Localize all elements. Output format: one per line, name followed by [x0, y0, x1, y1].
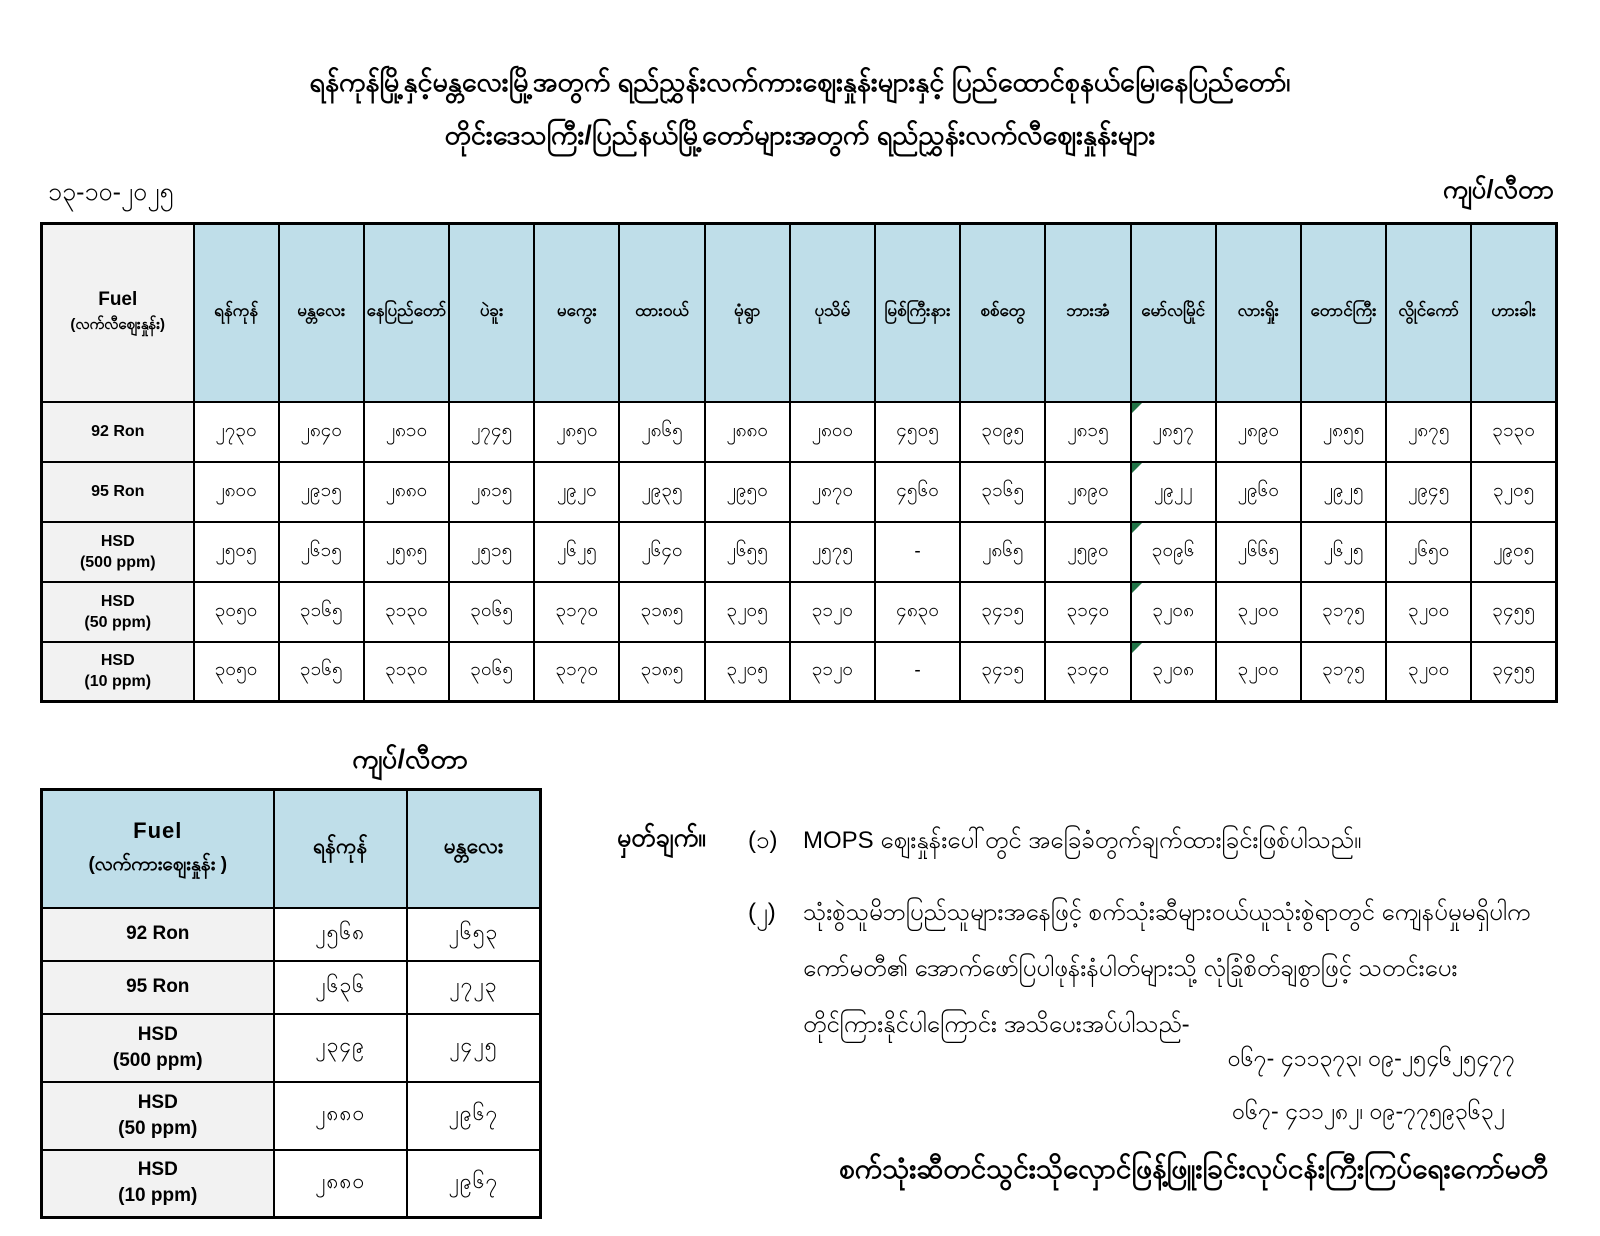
- price-cell: ၃၂၀၀: [1216, 582, 1301, 642]
- report-date: ၁၃-၁၀-၂၀၂၅: [48, 178, 174, 206]
- price-cell: ၂၈၁၀: [364, 402, 449, 462]
- price-cell: ၂၈၅၀: [534, 402, 619, 462]
- price-cell: ၂၈၁၅: [449, 462, 534, 522]
- price-cell: ၂၈၆၅: [960, 522, 1045, 582]
- price-cell: -: [875, 522, 960, 582]
- fuel-row-label: 92 Ron: [42, 908, 274, 961]
- table-row: [42, 961, 541, 1014]
- city-header-1: ရန်ကုန်: [274, 790, 408, 908]
- title-line-2: တိုင်းဒေသကြီး/ပြည်နယ်မြို့တော်များအတွက် ရည်ညွှန်းလက်လီဈေးနှုန်းများ: [444, 120, 1156, 150]
- price-cell: ၂၈၈၀: [274, 1150, 408, 1218]
- price-cell: ၂၆၄၀: [619, 522, 704, 582]
- unit-label-retail: ကျပ်/လီတာ: [1442, 174, 1554, 204]
- note-2-text-line-1: သုံးစွဲသူမိဘပြည်သူများအနေဖြင့် စက်သုံးဆီများဝယ်ယူသုံးစွဲရာတွင် ကျေနပ်မှုမရှိပါက: [803, 899, 1531, 926]
- city-header-7: မုံရွာ: [705, 224, 790, 402]
- retail-price-table: [40, 222, 1558, 703]
- price-cell: ၂၆၂၅: [1301, 522, 1386, 582]
- fuel-row-label: 92 Ron: [42, 402, 194, 462]
- city-header-2: မန္တလေး: [279, 224, 364, 402]
- note-2-number: (၂): [748, 899, 776, 926]
- price-cell: ၂၉၂၅: [1301, 462, 1386, 522]
- table-row: [42, 1150, 541, 1218]
- price-cell: ၂၈၇၀: [790, 462, 875, 522]
- wholesale-price-table: [40, 788, 542, 1219]
- city-header-11: ဘားအံ: [1045, 224, 1130, 402]
- committee-signature: စက်သုံးဆီတင်သွင်းသိုလှောင်ဖြန့်ဖြူးခြင်းလုပ်ငန်းကြီးကြပ်ရေးကော်မတီ: [838, 1153, 1548, 1184]
- fuel-row-label: 95 Ron: [42, 462, 194, 522]
- city-header-6: ထားဝယ်: [619, 224, 704, 402]
- price-cell: ၂၈၄၀: [279, 402, 364, 462]
- fuel-header-subtitle: (လက်လီဈေးနှုန်း): [70, 315, 166, 333]
- table-row: [42, 522, 1557, 582]
- price-cell: -: [875, 642, 960, 702]
- price-cell: ၄၅၆၀: [875, 462, 960, 522]
- price-cell: ၂၈၀၀: [790, 402, 875, 462]
- note-1-text: MOPS ဈေးနှုန်းပေါ်တွင် အခြေခံတွက်ချက်ထားခြင်းဖြစ်ပါသည်။: [803, 827, 1362, 854]
- price-cell: ၃၁၃၀: [1471, 402, 1556, 462]
- price-cell: ၃၀၆၅: [449, 582, 534, 642]
- fuel-header-title: Fuel: [98, 288, 138, 310]
- title-line-1: ရန်ကုန်မြို့နှင့်မန္တလေးမြို့အတွက် ရည်ညွှန်းလက်ကားဈေးနှုန်းများနှင့် ပြည်ထောင်စုနယ်မြေ၊နေပြည်တော်၊: [309, 67, 1291, 97]
- price-cell: ၃၄၁၅: [960, 582, 1045, 642]
- price-cell: ၃၁၆၅: [960, 462, 1045, 522]
- page-title: [0, 56, 1600, 162]
- price-cell: ၂၆၁၅: [279, 522, 364, 582]
- fuel-row-label: HSD (10 ppm): [42, 642, 194, 702]
- fuel-row-label: 95 Ron: [42, 961, 274, 1014]
- price-cell: ၃၂၀၅: [1471, 462, 1556, 522]
- city-header-4: ပဲခူး: [449, 224, 534, 402]
- fuel-row-label: HSD (50 ppm): [42, 1082, 274, 1150]
- table-row: [42, 908, 541, 961]
- price-cell: ၃၁၃၀: [364, 582, 449, 642]
- city-header-8: ပုသိမ်: [790, 224, 875, 402]
- price-cell: ၂၅၀၅: [194, 522, 279, 582]
- price-cell: ၂၆၂၅: [534, 522, 619, 582]
- price-cell: ၂၉၆၇: [407, 1150, 541, 1218]
- price-cell: ၂၆၅၃: [407, 908, 541, 961]
- price-cell: ၂၇၂၃: [407, 961, 541, 1014]
- price-cell: ၄၈၃၀: [875, 582, 960, 642]
- price-cell: ၂၉၂၀: [534, 462, 619, 522]
- price-cell: ၂၈၈၀: [274, 1082, 408, 1150]
- price-cell: ၂၅၁၅: [449, 522, 534, 582]
- city-header-12: မော်လမြိုင်: [1131, 224, 1216, 402]
- price-cell: ၂၈၀၀: [194, 462, 279, 522]
- city-header-5: မကွေး: [534, 224, 619, 402]
- price-cell: ၃၂၀၀: [1386, 642, 1471, 702]
- price-cell: ၂၈၁၅: [1045, 402, 1130, 462]
- price-cell: ၃၄၅၅: [1471, 582, 1556, 642]
- fuel-header-cell: [42, 790, 274, 908]
- price-cell: ၂၉၅၀: [705, 462, 790, 522]
- price-cell: ၂၅၇၅: [790, 522, 875, 582]
- price-cell: ၃၁၂၀: [790, 642, 875, 702]
- city-header-2: မန္တလေး: [407, 790, 541, 908]
- table-row: [42, 1014, 541, 1082]
- price-cell: ၂၉၁၅: [279, 462, 364, 522]
- note-1-number: (၁): [748, 827, 778, 854]
- fuel-row-label: HSD (10 ppm): [42, 1150, 274, 1218]
- note-2-text-line-2: ကော်မတီ၏ အောက်ဖော်ပြပါဖုန်းနံပါတ်များသို့ လုံခြုံစိတ်ချစွာဖြင့် သတင်းပေး: [803, 955, 1458, 982]
- table-row: [42, 642, 1557, 702]
- price-cell: ၂၉၄၅: [1386, 462, 1471, 522]
- fuel-row-label: HSD (500 ppm): [42, 522, 194, 582]
- price-cell: ၃၀၅၀: [194, 582, 279, 642]
- price-cell: ၃၂၀၀: [1386, 582, 1471, 642]
- price-cell: ၃၁၇၀: [534, 582, 619, 642]
- city-header-15: လွိုင်ကော်: [1386, 224, 1471, 402]
- price-cell: ၂၉၆၇: [407, 1082, 541, 1150]
- price-cell: ၂၈၅၇: [1131, 402, 1216, 462]
- price-cell: ၃၁၄၀: [1045, 642, 1130, 702]
- price-cell: ၂၇၃၀: [194, 402, 279, 462]
- city-header-14: တောင်ကြီး: [1301, 224, 1386, 402]
- price-cell: ၂၆၃၆: [274, 961, 408, 1014]
- price-cell: ၂၆၆၅: [1216, 522, 1301, 582]
- price-cell: ၃၀၅၀: [194, 642, 279, 702]
- price-cell: ၃၁၇၅: [1301, 642, 1386, 702]
- price-cell: ၃၂၀၅: [705, 582, 790, 642]
- price-cell: ၃၀၆၅: [449, 642, 534, 702]
- price-cell: ၂၉၆၀: [1216, 462, 1301, 522]
- note-2-text-line-3: တိုင်ကြားနိုင်ပါကြောင်း အသိပေးအပ်ပါသည်-: [803, 1011, 1190, 1038]
- price-cell: ၃၄၅၅: [1471, 642, 1556, 702]
- price-cell: ၃၁၈၅: [619, 582, 704, 642]
- city-header-13: လားရှိုး: [1216, 224, 1301, 402]
- complaint-phone-line-1: ၀၆၇- ၄၁၁၃၇၃၊ ၀၉-၂၅၄၆၂၅၄၇၇: [1227, 1045, 1515, 1071]
- price-cell: ၂၉၂၂: [1131, 462, 1216, 522]
- city-header-9: မြစ်ကြီးနား: [875, 224, 960, 402]
- price-cell: ၃၁၆၅: [279, 582, 364, 642]
- complaint-phone-line-2: ၀၆၇- ၄၁၁၂၈၂၊ ၀၉-၇၇၅၉၃၆၃၂: [1232, 1098, 1505, 1124]
- price-cell: ၂၅၉၀: [1045, 522, 1130, 582]
- price-cell: ၂၈၇၅: [1386, 402, 1471, 462]
- table-row: [42, 402, 1557, 462]
- price-cell: ၂၈၈၀: [364, 462, 449, 522]
- price-cell: ၃၄၁၅: [960, 642, 1045, 702]
- price-cell: ၃၁၇၀: [534, 642, 619, 702]
- table-row: [42, 582, 1557, 642]
- price-cell: ၂၇၄၅: [449, 402, 534, 462]
- price-cell: ၂၄၂၅: [407, 1014, 541, 1082]
- city-header-16: ဟားခါး: [1471, 224, 1556, 402]
- price-cell: ၂၈၆၅: [619, 402, 704, 462]
- table-row: [42, 462, 1557, 522]
- price-cell: ၃၁၈၅: [619, 642, 704, 702]
- city-header-3: နေပြည်တော်: [364, 224, 449, 402]
- fuel-header-title: Fuel: [133, 817, 183, 843]
- price-cell: ၂၈၈၀: [705, 402, 790, 462]
- price-cell: ၄၅၀၅: [875, 402, 960, 462]
- unit-label-wholesale: ကျပ်/လီတာ: [352, 744, 468, 774]
- price-cell: ၃၂၀၈: [1131, 642, 1216, 702]
- price-cell: ၃၁၇၅: [1301, 582, 1386, 642]
- city-header-1: ရန်ကုန်: [194, 224, 279, 402]
- table-row: [42, 1082, 541, 1150]
- price-cell: ၂၃၄၉: [274, 1014, 408, 1082]
- price-cell: ၃၁၄၀: [1045, 582, 1130, 642]
- price-cell: ၃၁၃၀: [364, 642, 449, 702]
- price-cell: ၂၆၅၀: [1386, 522, 1471, 582]
- notes-label: မှတ်ချက်။: [617, 824, 706, 852]
- price-cell: ၂၈၉၀: [1216, 402, 1301, 462]
- price-cell: ၃၂၀၈: [1131, 582, 1216, 642]
- city-header-10: စစ်တွေ: [960, 224, 1045, 402]
- fuel-header-subtitle: (လက်ကားဈေးနှုန်း ): [88, 853, 228, 875]
- price-cell: ၃၂၀၅: [705, 642, 790, 702]
- price-cell: ၂၈၉၀: [1045, 462, 1130, 522]
- price-cell: ၂၉၀၅: [1471, 522, 1556, 582]
- price-cell: ၃၁၆၅: [279, 642, 364, 702]
- price-cell: ၂၅၆၈: [274, 908, 408, 961]
- fuel-row-label: HSD (500 ppm): [42, 1014, 274, 1082]
- fuel-row-label: HSD (50 ppm): [42, 582, 194, 642]
- price-cell: ၃၀၉၅: [960, 402, 1045, 462]
- price-cell: ၂၅၈၅: [364, 522, 449, 582]
- fuel-header-cell: [42, 224, 194, 402]
- price-cell: ၂၆၅၅: [705, 522, 790, 582]
- price-cell: ၃၂၀၀: [1216, 642, 1301, 702]
- price-cell: ၃၀၉၆: [1131, 522, 1216, 582]
- price-cell: ၂၈၅၅: [1301, 402, 1386, 462]
- price-cell: ၂၉၃၅: [619, 462, 704, 522]
- price-cell: ၃၁၂၀: [790, 582, 875, 642]
